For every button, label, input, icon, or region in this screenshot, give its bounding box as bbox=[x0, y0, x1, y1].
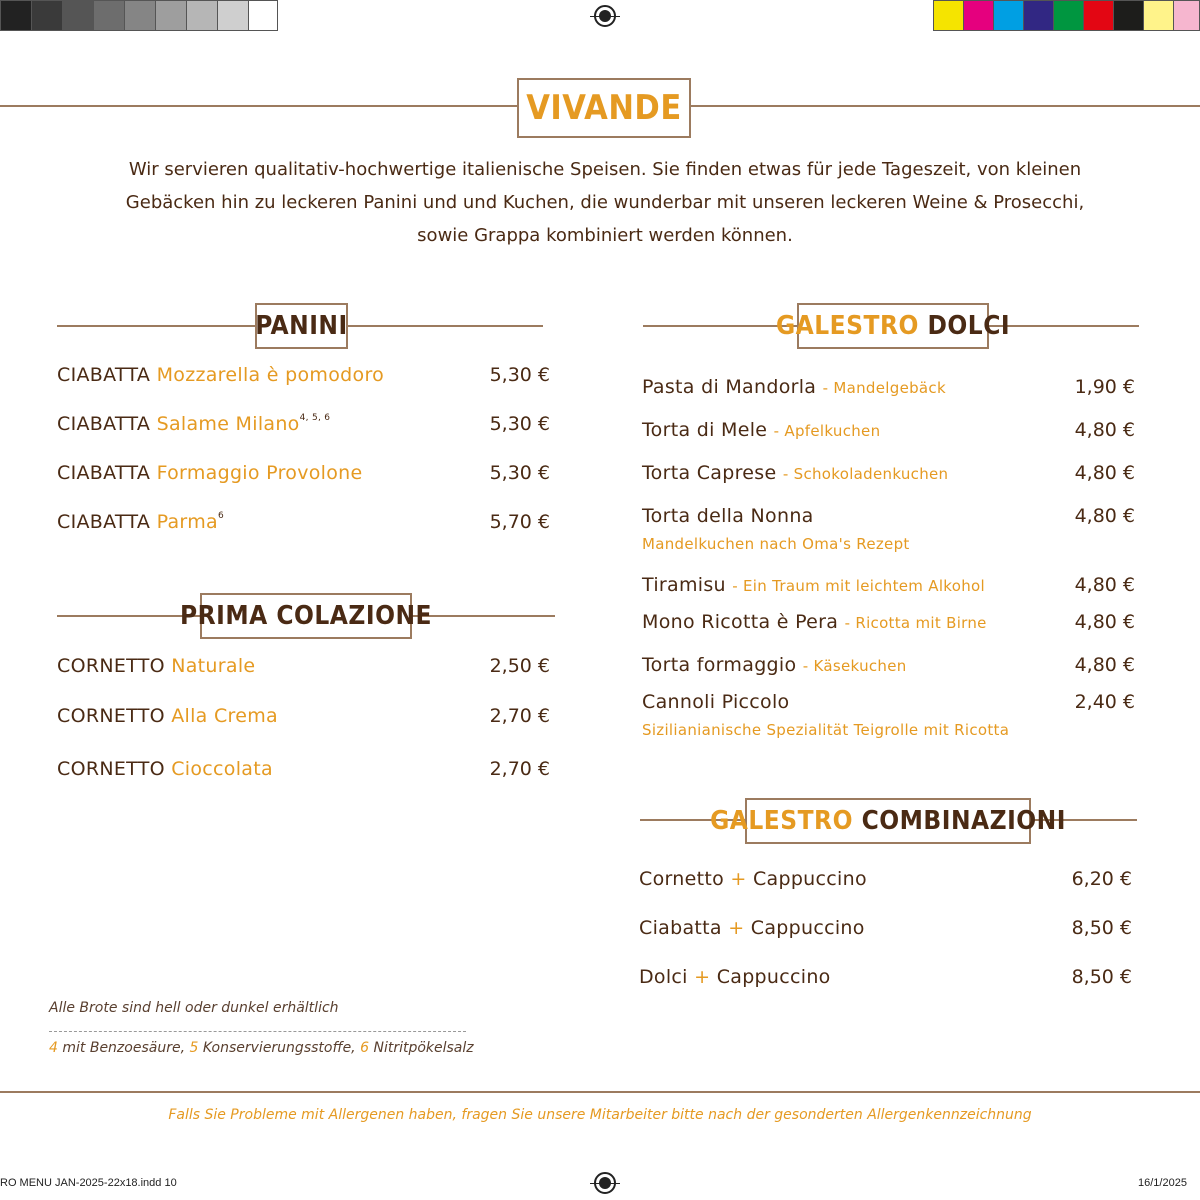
dolci-heading-brand: GALESTRO bbox=[775, 311, 919, 341]
item-desc: - Mandelgebäck bbox=[822, 379, 946, 397]
item-desc: - Ein Traum mit leichtem Alkohol bbox=[732, 577, 985, 595]
item-desc: Alla Crema bbox=[171, 705, 278, 727]
menu-item bbox=[57, 462, 363, 484]
date-slug: 16/1/2025 bbox=[1138, 1177, 1187, 1189]
gray-swatch bbox=[124, 0, 156, 31]
item-desc: - Käsekuchen bbox=[802, 657, 907, 675]
color-swatch bbox=[1143, 0, 1174, 31]
item-desc: Formaggio Provolone bbox=[156, 462, 363, 484]
menu-item bbox=[57, 758, 273, 780]
allergen-sup: 4, 5, 6 bbox=[299, 413, 331, 423]
color-swatch bbox=[1023, 0, 1054, 31]
dolci-heading-label: DOLCI bbox=[927, 311, 1011, 341]
item-desc: Naturale bbox=[171, 655, 256, 677]
item-desc: Mozzarella è pomodoro bbox=[156, 364, 385, 386]
menu-item bbox=[642, 654, 907, 676]
item-price: 6,20 € bbox=[1071, 868, 1132, 890]
allergen-text: Nitritpökelsalz bbox=[373, 1040, 474, 1056]
item-name: Tiramisu bbox=[642, 574, 726, 596]
item-price: 1,90 € bbox=[1074, 376, 1135, 398]
item-price: 5,30 € bbox=[489, 462, 550, 484]
item-desc: Mandelkuchen nach Oma's Rezept bbox=[642, 535, 910, 553]
registration-mark-icon bbox=[594, 1172, 616, 1194]
menu-item bbox=[57, 511, 224, 533]
item-name: Mono Ricotta è Pera bbox=[642, 611, 839, 633]
item-name: CORNETTO bbox=[57, 705, 165, 727]
gray-swatch bbox=[217, 0, 249, 31]
item-price: 4,80 € bbox=[1074, 654, 1135, 676]
item-name: Torta di Mele bbox=[642, 419, 768, 441]
bottom-rule bbox=[0, 1091, 1200, 1093]
allergen-disclaimer: Falls Sie Probleme mit Allergenen haben, fragen Sie unsere Mitarbeiter bitte nach der gesonderten Allergenkennzeichnung bbox=[168, 1107, 1032, 1123]
item-desc: Parma bbox=[156, 511, 218, 533]
registration-mark-icon bbox=[594, 5, 616, 27]
plus-sign: + bbox=[694, 966, 711, 988]
item-price: 2,40 € bbox=[1074, 691, 1135, 713]
allergen-text: mit Benzoesäure, bbox=[62, 1040, 186, 1056]
page-title: VIVANDE bbox=[517, 78, 691, 138]
item-name: Torta Caprese bbox=[642, 462, 777, 484]
allergen-num: 4 bbox=[49, 1040, 58, 1056]
item-price: 2,50 € bbox=[489, 655, 550, 677]
item-desc: - Schokoladenkuchen bbox=[782, 465, 949, 483]
item-price: 4,80 € bbox=[1074, 611, 1135, 633]
combo-first: Cornetto bbox=[639, 868, 725, 890]
menu-item bbox=[642, 505, 814, 527]
item-price: 4,80 € bbox=[1074, 505, 1135, 527]
item-name: Pasta di Mandorla bbox=[642, 376, 817, 398]
combinazioni-heading-brand: GALESTRO bbox=[710, 806, 853, 836]
bread-note: Alle Brote sind hell oder dunkel erhältlich bbox=[49, 1000, 339, 1016]
item-price: 4,80 € bbox=[1074, 419, 1135, 441]
item-desc: - Apfelkuchen bbox=[773, 422, 881, 440]
item-price: 5,30 € bbox=[489, 413, 550, 435]
item-price: 4,80 € bbox=[1074, 574, 1135, 596]
color-swatch bbox=[933, 0, 964, 31]
intro-line: Wir servieren qualitativ-hochwertige italienische Speisen. Sie finden etwas für jede Tageszeit, von kleinen bbox=[128, 159, 1082, 180]
gray-swatch bbox=[31, 0, 63, 31]
color-swatch bbox=[1083, 0, 1114, 31]
menu-item bbox=[57, 655, 255, 677]
combo-second: Cappuccino bbox=[752, 868, 867, 890]
allergen-sup: 6 bbox=[217, 511, 224, 521]
combo-first: Dolci bbox=[639, 966, 688, 988]
plus-sign: + bbox=[730, 868, 747, 890]
item-name: CORNETTO bbox=[57, 758, 165, 780]
item-desc: Salame Milano bbox=[156, 413, 300, 435]
combinazioni-heading-label: COMBINAZIONI bbox=[861, 806, 1066, 836]
color-swatch bbox=[1053, 0, 1084, 31]
item-price: 8,50 € bbox=[1071, 966, 1132, 988]
menu-item bbox=[642, 691, 789, 713]
item-desc: Cioccolata bbox=[171, 758, 273, 780]
gray-swatch bbox=[62, 0, 94, 31]
header-rule-right bbox=[688, 105, 1200, 107]
menu-item bbox=[57, 705, 278, 727]
item-name: CIABATTA bbox=[57, 511, 151, 533]
item-price: 4,80 € bbox=[1074, 462, 1135, 484]
item-desc: - Ricotta mit Birne bbox=[844, 614, 987, 632]
menu-item bbox=[57, 413, 330, 435]
item-price: 8,50 € bbox=[1071, 917, 1132, 939]
combo-item bbox=[639, 917, 865, 939]
menu-item bbox=[642, 574, 985, 596]
item-price: 2,70 € bbox=[489, 705, 550, 727]
color-swatch bbox=[963, 0, 994, 31]
item-name: CIABATTA bbox=[57, 462, 151, 484]
item-name: Torta formaggio bbox=[642, 654, 797, 676]
item-name: CIABATTA bbox=[57, 364, 151, 386]
allergen-num: 5 bbox=[189, 1040, 199, 1056]
item-desc: Sizilianianische Spezialität Teigrolle mit Ricotta bbox=[642, 721, 1010, 739]
plus-sign: + bbox=[728, 917, 745, 939]
item-price: 5,30 € bbox=[489, 364, 550, 386]
combinazioni-heading bbox=[710, 798, 1066, 844]
panini-heading: PANINI bbox=[255, 303, 348, 349]
color-swatch bbox=[1113, 0, 1144, 31]
footnote-divider bbox=[49, 1031, 466, 1032]
item-price: 2,70 € bbox=[489, 758, 550, 780]
color-swatch bbox=[1173, 0, 1200, 31]
intro-text bbox=[100, 153, 1110, 252]
gray-swatch bbox=[0, 0, 32, 31]
gray-swatch bbox=[155, 0, 187, 31]
combo-item bbox=[639, 966, 831, 988]
color-swatch bbox=[993, 0, 1024, 31]
header-rule-left bbox=[0, 105, 520, 107]
gray-swatch bbox=[248, 0, 278, 31]
combo-first: Ciabatta bbox=[639, 917, 722, 939]
file-slug: RO MENU JAN-2025-22x18.indd 10 bbox=[0, 1177, 177, 1189]
menu-item bbox=[642, 419, 880, 441]
item-price: 5,70 € bbox=[489, 511, 550, 533]
allergen-legend bbox=[49, 1040, 474, 1056]
combo-second: Cappuccino bbox=[750, 917, 865, 939]
menu-item bbox=[57, 364, 384, 386]
item-name: Torta della Nonna bbox=[642, 505, 814, 527]
item-name: CIABATTA bbox=[57, 413, 151, 435]
allergen-text: Konservierungsstoffe, bbox=[202, 1040, 356, 1056]
allergen-num: 6 bbox=[360, 1040, 370, 1056]
menu-item bbox=[642, 376, 946, 398]
menu-item bbox=[642, 611, 987, 633]
dolci-heading bbox=[775, 303, 1011, 349]
colazione-heading: PRIMA COLAZIONE bbox=[200, 593, 412, 639]
combo-item bbox=[639, 868, 867, 890]
intro-line: sowie Grappa kombiniert werden können. bbox=[417, 225, 793, 246]
menu-item bbox=[642, 462, 948, 484]
item-name: CORNETTO bbox=[57, 655, 165, 677]
combo-second: Cappuccino bbox=[716, 966, 831, 988]
gray-swatch bbox=[93, 0, 125, 31]
intro-line: Gebäcken hin zu leckeren Panini und und Kuchen, die wunderbar mit unseren leckeren Weine & Prosecchi, bbox=[125, 192, 1085, 213]
item-name: Cannoli Piccolo bbox=[642, 691, 790, 713]
gray-swatch bbox=[186, 0, 218, 31]
